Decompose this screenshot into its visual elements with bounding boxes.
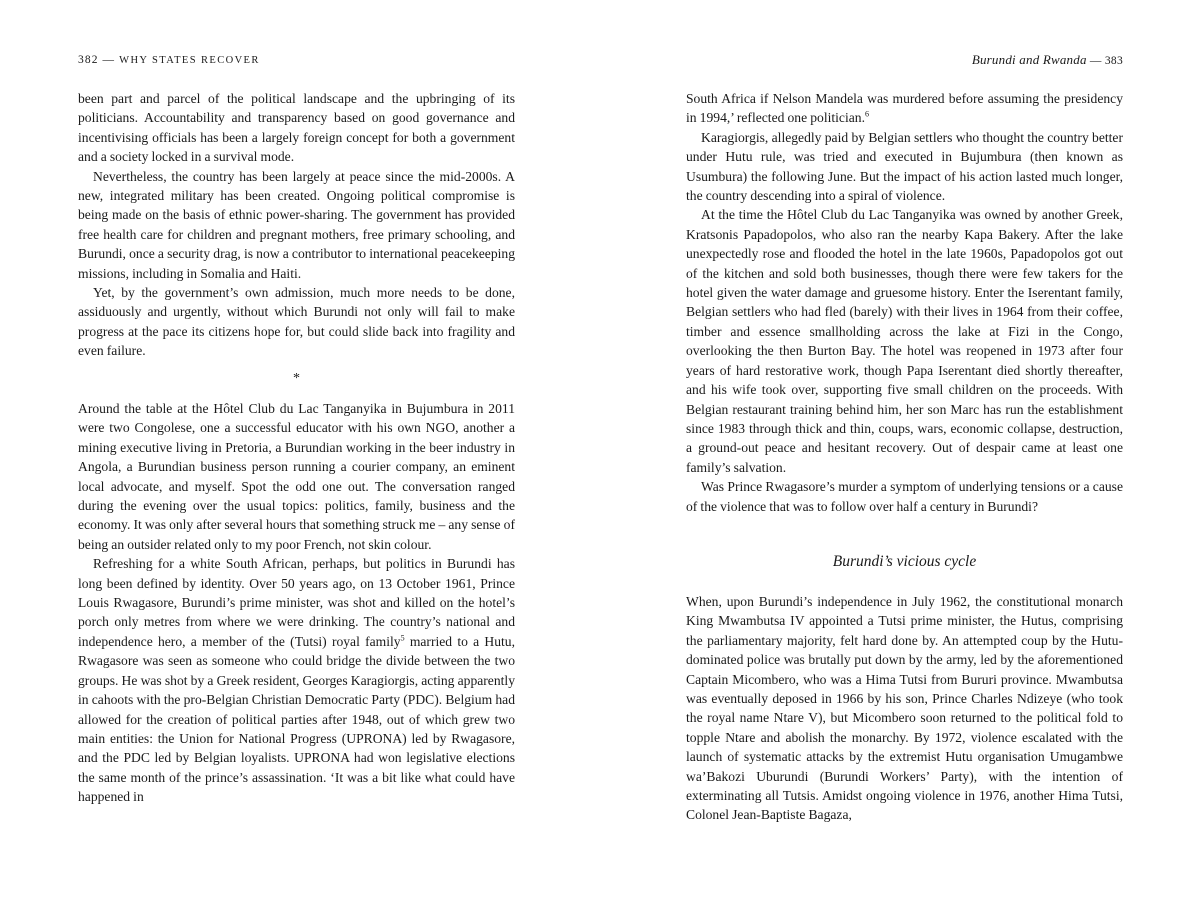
right-body-bottom (686, 592, 1123, 825)
chapter-title: Burundi and Rwanda (971, 52, 1087, 67)
left-paragraph-1: been part and parcel of the political landscape and the upbringing of its politicians. Accountability and transparency based on good governance and incentivising officials has been a largely foreign concept for both a government and a society locked in a survival mode. (78, 91, 515, 165)
right-body-top (686, 89, 1123, 516)
right-paragraph-2: Karagiorgis, allegedly paid by Belgian settlers who thought the country better under Hutu rule, was tried and executed in Bujumbura (then known as Usumbura) the following June. But the impact of his action lasted much longer, the country descending into a spiral of violence. (686, 129, 1123, 204)
left-paragraph-3: Yet, by the government’s own admission, much more needs to be done, assiduously and urgently, without which Burundi not only will fail to make progress at the pace its citizens hope for, but could slide back into fragility and even failure. (78, 285, 515, 359)
left-paragraph-4: Around the table at the Hôtel Club du Lac Tanganyika in Bujumbura in 2011 were two Congolese, one a successful educator with his own NGO, another a mining executive living in Pretoria, a Burundian working in the beer industry in Angola, a Burundian business person running a courier company, an eminent local advocate, and myself. Spot the odd one out. The conversation ranged during the evening over the usual topics: politics, family, business and the economy. It was only after several hours that something struck me – any sense of being an outsider related only to my poor French, not skin colour. (78, 401, 515, 552)
left-paragraph-5-text: Refreshing for a white South African, perhaps, but politics in Burundi has long been defined by identity. Over 50 years ago, on 13 October 1961, Prince Louis Rwagasore, Burundi’s prime minister, was shot and killed on the hotel’s porch only metres from where we were drinking. The country’s national and independence hero, a member of the (Tutsi) royal family (78, 556, 515, 649)
right-page-number: 383 (1104, 55, 1123, 67)
footnote-ref-5: 5 (400, 633, 405, 643)
right-paragraph-5: When, upon Burundi’s independence in July 1962, the constitutional monarch King Mwambutsa IV appointed a Tutsi prime minister, the Hutus, comprising the parliamentary majority, felt hard done by. An attempted coup by the Hutu-dominated police was brutally put down by the army, led by the aforementioned Captain Micombero, who was a Hima Tutsi from Bururi province. Mwambutsa was eventually deposed in 1966 by his son, Prince Charles Ndizeye (who took the royal name Ntare V), but Micombero soon returned to the political fold to topple Ntare and abolish the monarchy. By 1972, violence escalated with the launch of systematic attacks by the extremist Hutu organisation Umugambwe wa’Bakozi Uburundi (Burundi Workers’ Party), with the intention of exterminating all Tutsis. Amidst ongoing violence in 1976, another Hima Tutsi, Colonel Jean-Baptiste Bagaza, (686, 594, 1123, 823)
left-body-bottom (78, 399, 515, 807)
right-paragraph-1-text: South Africa if Nelson Mandela was murdered before assuming the presidency in 1994,’ reflected one politician. (686, 91, 1123, 126)
section-break-asterisk: * (293, 370, 300, 386)
right-paragraph-4: Was Prince Rwagasore’s murder a symptom of underlying tensions or a cause of the violence that was to follow over half a century in Burundi? (686, 479, 1123, 514)
right-running-head (686, 52, 1123, 69)
left-head-separator: — (102, 54, 116, 66)
left-page-number: 382 (78, 54, 99, 66)
left-running-head (78, 52, 515, 69)
left-paragraph-2: Nevertheless, the country has been largely at peace since the mid-2000s. A new, integrated military has been created. Ongoing political compromise is being made on the basis of ethnic power-sharing. The government has provided free health care for children and pregnant mothers, free primary schooling, and Burundi, once a security drag, is now a contributor to international peacekeeping missions, including in Somalia and Haiti. (78, 168, 515, 281)
left-body-top (78, 89, 515, 388)
section-subheading: Burundi’s vicious cycle (832, 553, 977, 570)
right-head-separator: — (1089, 55, 1102, 67)
left-paragraph-5 (78, 554, 515, 806)
left-paragraph-5-text-cont: married to a Hutu, Rwagasore was seen as someone who could bridge the divide between the two groups. He was shot by a Greek resident, Georges Karagiorgis, acting apparently in cahoots with the pro-Belgian Christian Democratic Party (PDC). Belgium had allowed for the creation of political parties after 1948, out of which grew two main entities: the Union for National Progress (UPRONA) led by Rwagasore, and the PDC led by Belgian loyalists. UPRONA had won legislative elections the same month of the prince’s assassination. ‘It was a bit like what could have happened in (78, 633, 515, 805)
book-title: WHY STATES RECOVER (119, 55, 260, 66)
right-paragraph-3: At the time the Hôtel Club du Lac Tanganyika was owned by another Greek, Kratsonis Papadopolos, who also ran the nearby Kapa Bakery. After the lake unexpectedly rose and flooded the hotel in the late 1960s, Papadopolos got out of the kitchen and sold both businesses, though there were few takers for the hotel given the water damage and gruesome history. Enter the Iserentant family, Belgian settlers who had fled (barely) with their lives in 1964 from their coffee, timber and essence smallholding across the lake at Fizi in the Congo, overlooking the then Burton Bay. The hotel was reopened in 1973 after four years of hard restorative work, though Papa Iserentant died shortly thereafter, and his wife took over, supporting five small children on the proceeds. With Belgian restaurant training behind him, her son Marc has run the establishment since 1983 through thick and thin, coups, wars, economic collapse, destruction, a ground-out peace and hesitant recovery. Out of despair came at least one family’s salvation. (686, 207, 1123, 475)
footnote-ref-6: 6 (864, 109, 869, 119)
right-paragraph-1 (686, 89, 1123, 128)
